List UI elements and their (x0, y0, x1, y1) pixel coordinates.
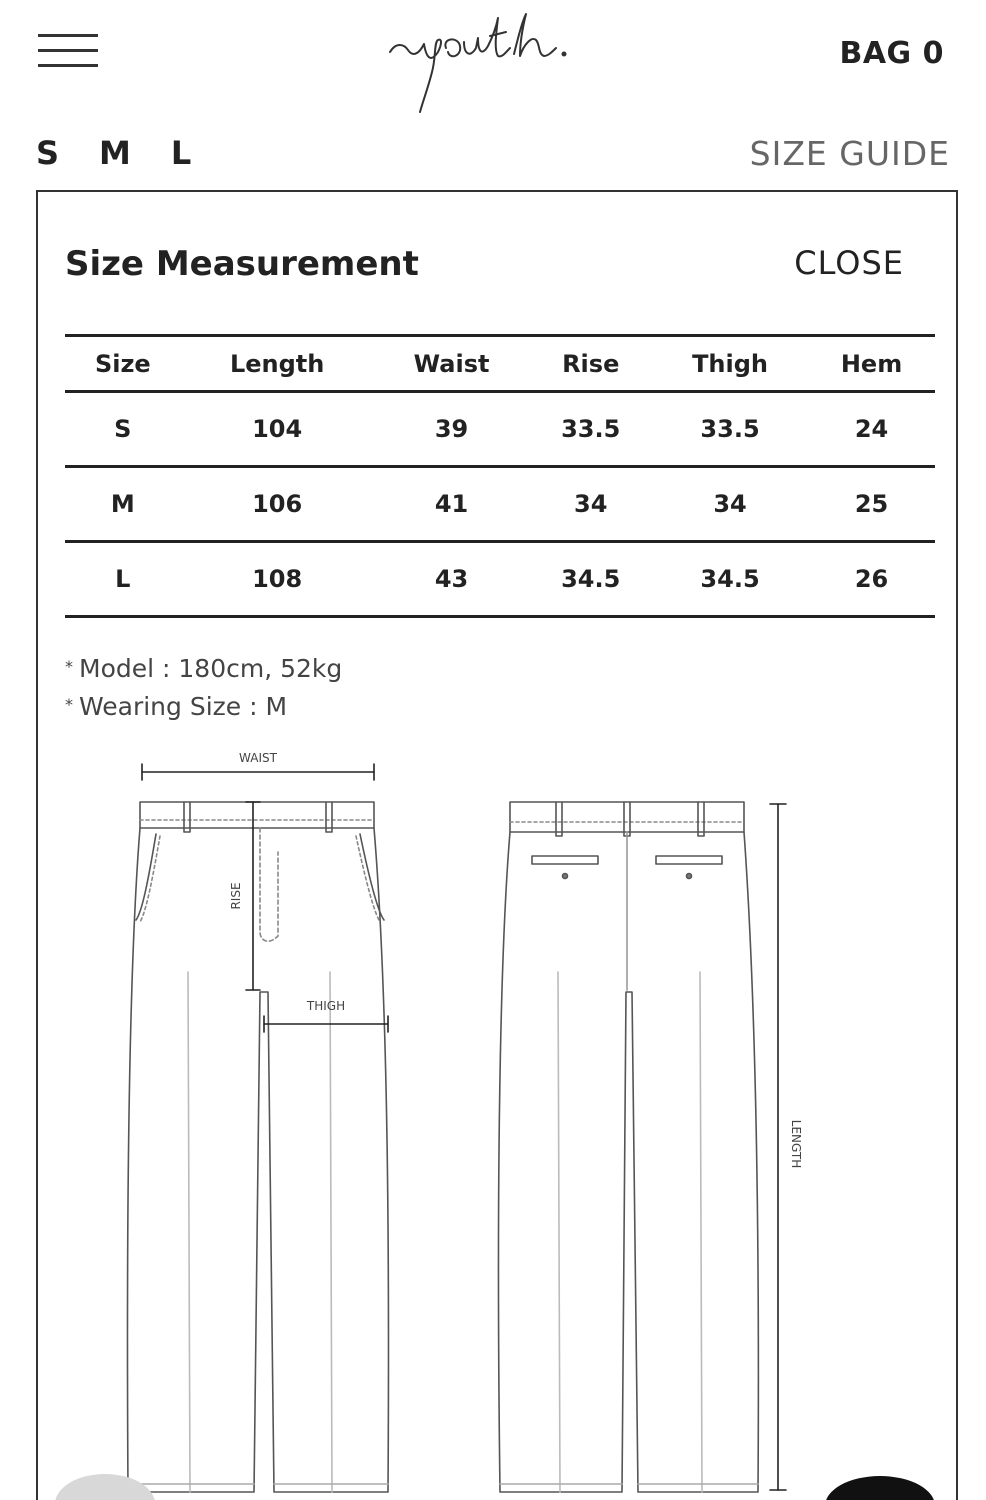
back-pants-drawing (498, 802, 758, 1492)
close-button[interactable]: CLOSE (794, 244, 904, 282)
table-cell: 34.5 (529, 542, 652, 617)
waist-label: WAIST (239, 751, 277, 765)
table-cell: M (65, 467, 181, 542)
bag-button[interactable]: BAG 0 (839, 36, 944, 71)
column-header-hem: Hem (808, 336, 935, 392)
note-model: * Model : 180cm, 52kg (65, 654, 343, 683)
column-header-waist: Waist (374, 336, 530, 392)
size-guide-modal (36, 190, 958, 1500)
table-cell: 39 (374, 392, 530, 467)
hamburger-menu-icon[interactable] (38, 34, 100, 70)
thigh-label: THIGH (306, 999, 346, 1013)
rise-label: RISE (229, 882, 243, 910)
table-row (65, 392, 935, 467)
waist-measure-line (142, 764, 374, 780)
pants-diagram (108, 732, 808, 1500)
size-option-m[interactable]: M (99, 134, 131, 172)
modal-title: Size Measurement (65, 244, 419, 284)
rise-measure-line (246, 802, 260, 990)
table-row (65, 542, 935, 617)
column-header-length: Length (181, 336, 374, 392)
table-cell: 34 (652, 467, 808, 542)
size-guide-link[interactable]: SIZE GUIDE (749, 134, 950, 173)
size-table (65, 334, 935, 618)
table-cell: L (65, 542, 181, 617)
table-cell: 43 (374, 542, 530, 617)
brand-logo[interactable] (380, 8, 610, 118)
table-cell: 104 (181, 392, 374, 467)
length-measure-line (770, 804, 786, 1490)
table-cell: S (65, 392, 181, 467)
table-cell: 34 (529, 467, 652, 542)
size-option-l[interactable]: L (170, 134, 192, 172)
column-header-thigh: Thigh (652, 336, 808, 392)
note-wearing-size: * Wearing Size : M (65, 692, 288, 721)
table-cell: 34.5 (652, 542, 808, 617)
table-cell: 41 (374, 467, 530, 542)
table-cell: 106 (181, 467, 374, 542)
front-pants-drawing (128, 802, 389, 1492)
thigh-measure-line (264, 1016, 388, 1032)
column-header-size: Size (65, 336, 181, 392)
table-cell: 108 (181, 542, 374, 617)
fit-notes (65, 650, 342, 726)
size-option-s[interactable]: S (36, 134, 60, 172)
table-cell: 24 (808, 392, 935, 467)
length-label: LENGTH (789, 1119, 803, 1169)
table-cell: 33.5 (529, 392, 652, 467)
table-cell: 25 (808, 467, 935, 542)
table-header-row (65, 336, 935, 392)
table-cell: 33.5 (652, 392, 808, 467)
column-header-rise: Rise (529, 336, 652, 392)
size-selector (36, 134, 231, 172)
table-cell: 26 (808, 542, 935, 617)
table-row (65, 467, 935, 542)
